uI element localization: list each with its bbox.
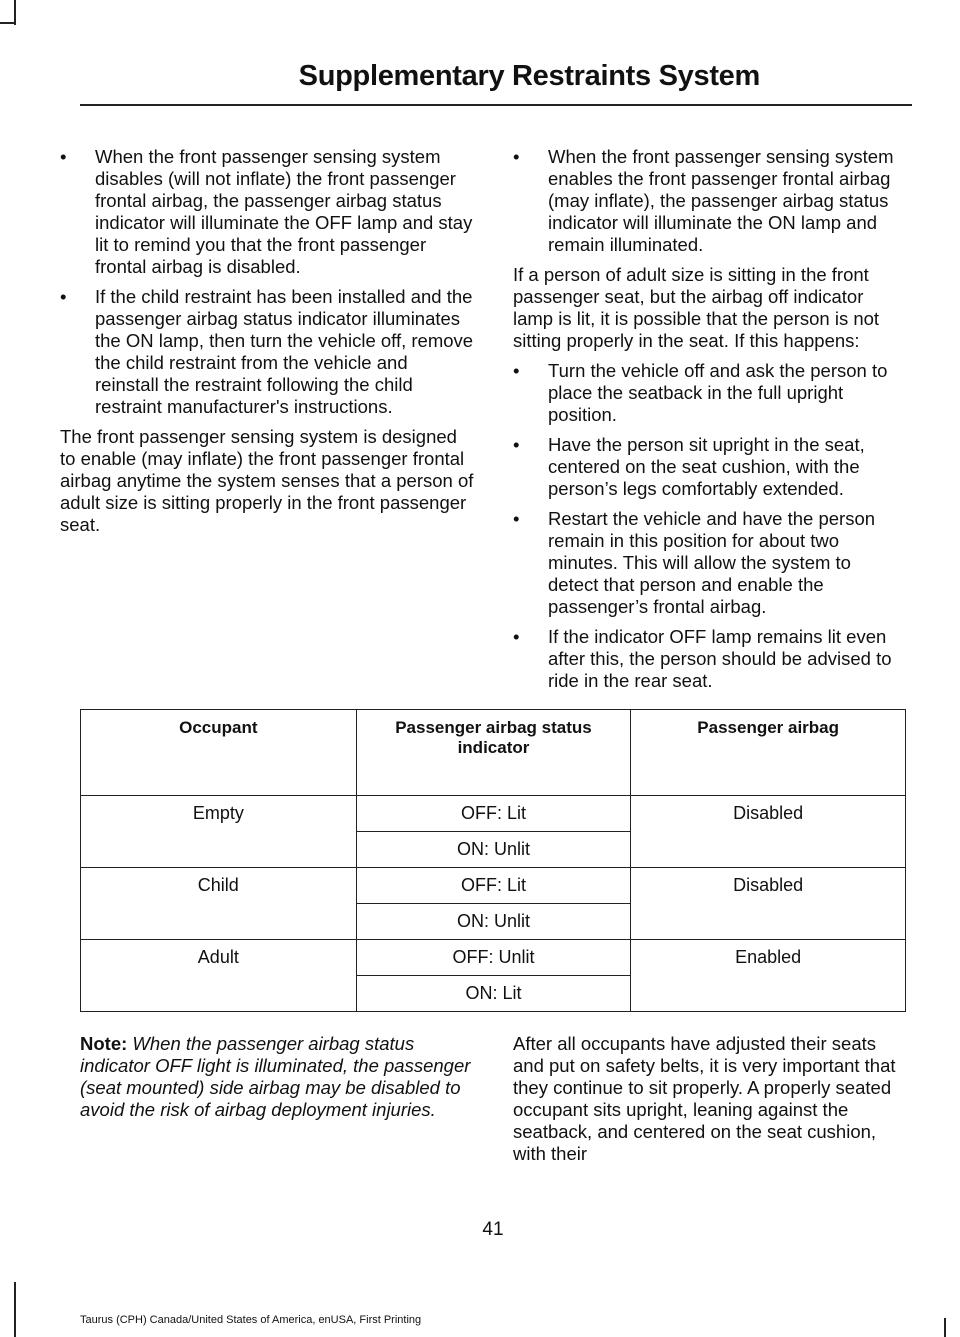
footer-text: Taurus (CPH) Canada/United States of America, enUSA, First Printing [80,1314,422,1326]
page-title: Supplementary Restraints System [298,60,760,92]
body-paragraph: If a person of adult size is sitting in the front passenger seat, but the airbag off indicator lamp is lit, it is possible that the person is not sitting properly in the seat. If this happens: [513,264,880,351]
header-occupant: Occupant [81,710,357,796]
occupant-cell: Child [81,868,357,940]
indicator-cell: OFF: Lit [356,796,631,832]
indicator-cell: OFF: Unlit [356,940,631,976]
list-item: • Have the person sit upright in the seat, centered on the seat cushion, with the person’s legs comfortably extended. [513,434,865,499]
bullet-icon: • [513,146,520,167]
table-row [81,796,906,832]
list-item: • When the front passenger sensing system disables (will not inflate) the front passenger frontal airbag, the passenger airbag status indicator will illuminate the OFF lamp and stay lit to remind you that the front passenger frontal airbag is disabled. [60,146,473,277]
bullet-icon: • [513,626,520,647]
airbag-cell: Disabled [631,868,906,940]
airbag-cell: Enabled [631,940,906,1012]
note-block [80,1033,478,1121]
left-column [60,146,475,544]
table-header-row [81,710,906,796]
crop-mark-bottom-right [944,1318,946,1337]
crop-mark-top-left-h [0,22,16,24]
crop-mark-bottom-left [14,1282,16,1337]
list-item: • Turn the vehicle off and ask the person to place the seatback in the full upright position. [513,360,888,425]
header-divider [80,104,912,106]
note-label: Note: [80,1033,128,1054]
page-number: 41 [482,1219,504,1240]
occupant-cell: Adult [81,940,357,1012]
list-item: • When the front passenger sensing system enables the front passenger frontal airbag (may inflate), the passenger airbag status indicator will illuminate the ON lamp and remain illuminated. [513,146,894,255]
airbag-cell: Disabled [631,796,906,868]
right-bullet-list [513,360,906,692]
bullet-icon: • [513,508,520,529]
airbag-status-table [80,709,906,1012]
continuation-paragraph: After all occupants have adjusted their seats and put on safety belts, it is very important that they continue to sit properly. A properly seated occupant sits upright, leaning against the seatback, and centered on the seat cushion, with their [513,1033,896,1164]
bullet-icon: • [60,286,67,307]
bullet-icon: • [513,434,520,455]
list-item: • If the indicator OFF lamp remains lit even after this, the person should be advised to ride in the rear seat. [513,626,892,691]
header-airbag: Passenger airbag [631,710,906,796]
indicator-cell: ON: Lit [356,976,631,1012]
indicator-cell: OFF: Lit [356,868,631,904]
occupant-cell: Empty [81,796,357,868]
table-row [81,868,906,904]
left-bullet-list [60,146,475,418]
indicator-cell: ON: Unlit [356,832,631,868]
table-row [81,940,906,976]
note-text: When the passenger airbag status indicator OFF light is illuminated, the passenger (seat mounted) side airbag may be disabled to avoid the risk of airbag deployment injuries. [80,1033,471,1120]
right-column [513,146,906,700]
list-item: • Restart the vehicle and have the person remain in this position for about two minutes. This will allow the system to detect that person and enable the passenger’s frontal airbag. [513,508,876,617]
header-indicator: Passenger airbag status indicator [356,710,631,796]
right-top-bullet [513,146,906,256]
bullet-icon: • [60,146,67,167]
body-paragraph: The front passenger sensing system is designed to enable (may inflate) the front passenger frontal airbag anytime the system senses that a person of adult size is sitting properly in the front passenger seat. [60,426,474,535]
bullet-icon: • [513,360,520,381]
list-item: • If the child restraint has been installed and the passenger airbag status indicator illuminates the ON lamp, then turn the vehicle off, remove the child restraint from the vehicle and reinstall the restraint following the child restraint manufacturer's instructions. [60,286,474,417]
indicator-cell: ON: Unlit [356,904,631,940]
